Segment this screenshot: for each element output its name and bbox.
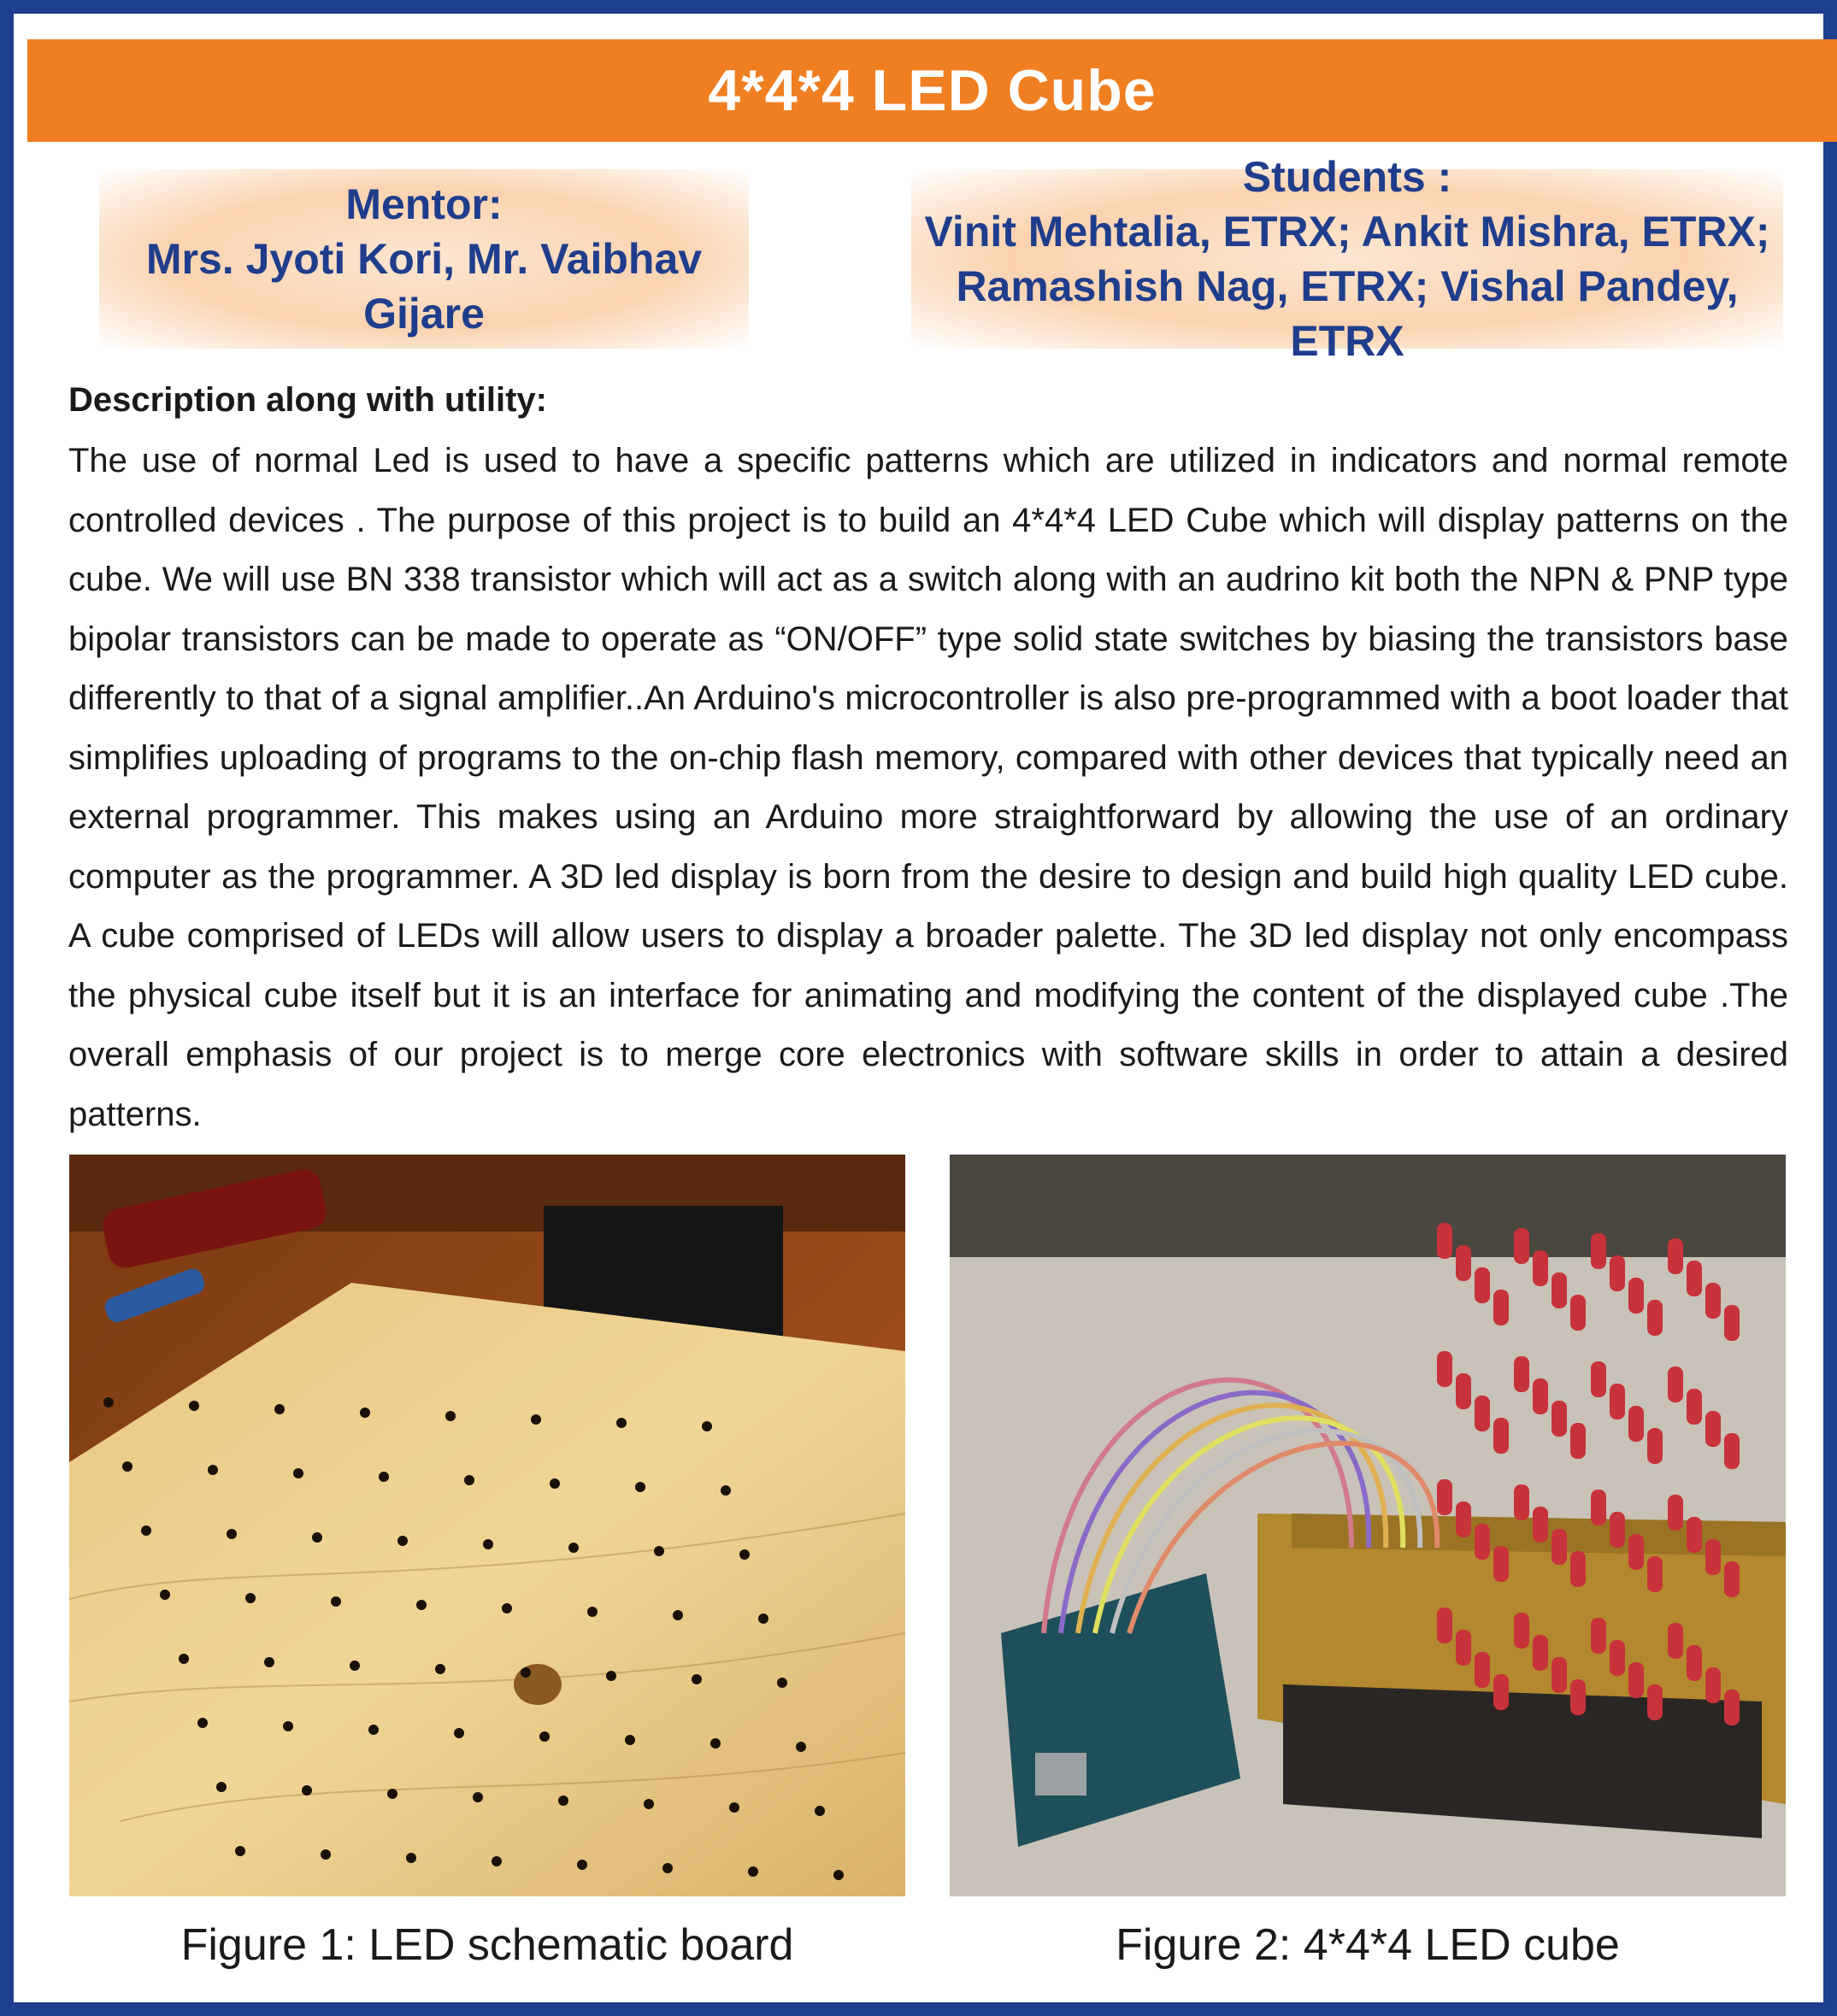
led bbox=[1705, 1667, 1721, 1703]
drilled-hole bbox=[397, 1536, 408, 1546]
description-section bbox=[68, 381, 1788, 1144]
drilled-hole bbox=[587, 1607, 598, 1617]
led-schematic-board-image bbox=[69, 1155, 905, 1896]
drilled-hole bbox=[302, 1785, 312, 1796]
drilled-hole bbox=[312, 1532, 322, 1543]
led bbox=[1724, 1305, 1740, 1341]
drilled-hole bbox=[160, 1590, 170, 1600]
drilled-hole bbox=[360, 1408, 370, 1418]
drilled-hole bbox=[321, 1849, 331, 1860]
students-line-2: Ramashish Nag, ETRX; Vishal Pandey, ETRX bbox=[956, 262, 1739, 365]
led bbox=[1724, 1561, 1740, 1597]
led bbox=[1533, 1378, 1548, 1414]
led bbox=[1456, 1630, 1471, 1666]
drilled-hole bbox=[550, 1478, 560, 1489]
led bbox=[1437, 1479, 1452, 1515]
drilled-hole bbox=[141, 1525, 151, 1536]
led bbox=[1551, 1529, 1567, 1565]
led bbox=[1533, 1250, 1548, 1286]
led bbox=[1687, 1389, 1702, 1425]
drilled-hole bbox=[350, 1660, 360, 1671]
drilled-hole bbox=[606, 1671, 616, 1681]
drilled-hole bbox=[710, 1738, 721, 1749]
led bbox=[1610, 1384, 1625, 1419]
led bbox=[1705, 1539, 1721, 1575]
drilled-hole bbox=[387, 1789, 397, 1799]
drilled-hole bbox=[122, 1461, 132, 1472]
led bbox=[1591, 1233, 1606, 1269]
led bbox=[1456, 1502, 1471, 1537]
drilled-hole bbox=[179, 1654, 189, 1664]
drilled-hole bbox=[492, 1856, 502, 1866]
title-banner bbox=[27, 39, 1837, 142]
drilled-hole bbox=[445, 1411, 456, 1421]
drilled-hole bbox=[577, 1860, 587, 1870]
drilled-hole bbox=[558, 1796, 568, 1806]
led bbox=[1628, 1406, 1644, 1442]
led bbox=[1475, 1396, 1490, 1431]
led bbox=[1570, 1423, 1586, 1459]
drilled-hole bbox=[568, 1543, 579, 1553]
page-title: 4*4*4 LED Cube bbox=[708, 58, 1157, 123]
led bbox=[1551, 1657, 1567, 1693]
drilled-hole bbox=[796, 1742, 806, 1752]
led bbox=[1514, 1228, 1529, 1264]
drilled-hole bbox=[833, 1870, 844, 1880]
led bbox=[1493, 1674, 1509, 1710]
led bbox=[1610, 1640, 1625, 1676]
led bbox=[1591, 1361, 1606, 1397]
drilled-hole bbox=[748, 1866, 758, 1877]
drilled-hole bbox=[274, 1404, 285, 1414]
drilled-hole bbox=[739, 1549, 750, 1560]
drilled-hole bbox=[815, 1806, 825, 1816]
led bbox=[1514, 1484, 1529, 1520]
mentor-label: Mentor: bbox=[345, 180, 503, 228]
led bbox=[1705, 1283, 1721, 1319]
led bbox=[1668, 1623, 1683, 1659]
led bbox=[1668, 1238, 1683, 1274]
drilled-hole bbox=[692, 1674, 702, 1684]
drilled-hole bbox=[189, 1401, 199, 1411]
led bbox=[1668, 1495, 1683, 1531]
led bbox=[1647, 1428, 1663, 1464]
mentor-box bbox=[99, 169, 749, 349]
drilled-hole bbox=[368, 1725, 379, 1735]
led bbox=[1687, 1517, 1702, 1553]
led bbox=[1610, 1255, 1625, 1291]
drilled-hole bbox=[331, 1596, 341, 1607]
drilled-hole bbox=[293, 1468, 303, 1478]
led bbox=[1514, 1613, 1529, 1649]
drilled-hole bbox=[379, 1472, 389, 1482]
led bbox=[1437, 1351, 1452, 1387]
led bbox=[1570, 1551, 1586, 1587]
drilled-hole bbox=[216, 1782, 227, 1792]
drilled-hole bbox=[502, 1603, 512, 1613]
led bbox=[1570, 1679, 1586, 1715]
drilled-hole bbox=[416, 1600, 427, 1610]
figure-1-photo bbox=[69, 1155, 905, 1896]
led bbox=[1705, 1411, 1721, 1447]
drilled-hole bbox=[473, 1792, 483, 1802]
led bbox=[1647, 1300, 1663, 1336]
led bbox=[1493, 1546, 1509, 1582]
drilled-hole bbox=[521, 1667, 531, 1678]
students-box bbox=[911, 153, 1783, 365]
led bbox=[1610, 1512, 1625, 1548]
led bbox=[1724, 1690, 1740, 1725]
drilled-hole bbox=[197, 1718, 208, 1728]
drilled-hole bbox=[644, 1799, 654, 1809]
students-label: Students : bbox=[1242, 153, 1452, 201]
students-line-1: Vinit Mehtalia, ETRX; Ankit Mishra, ETRX; bbox=[924, 208, 1770, 256]
drilled-hole bbox=[245, 1593, 256, 1603]
led-cube-image bbox=[950, 1155, 1786, 1896]
description-body: The use of normal Led is used to have a specific patterns which are utilized in indicators and normal remote controlled devices . The purpose of this project is to build an 4*4*4 LED Cube which will display patterns on the cube. We will use BN 338 transistor which will act as a switch along with an audrino kit both the NPN & PNP type bipolar transistors can be made to operate as “ON/OFF” type solid state switches by biasing the transistors base differently to that of a signal amplifier..An Arduino's microcontroller is also pre-programmed with a boot loader that simplifies uploading of programs to the on-chip flash memory, compared with other devices that typically need an external programmer. This makes using an Arduino more straightforward by allowing the use of an ordinary computer as the programmer. A 3D led display is born from the desire to design and build high quality LED cube. A cube comprised of LEDs will allow users to display a broader palette. The 3D led display not only encompass the physical cube itself but it is an interface for animating and modifying the content of the displayed cube .The overall emphasis of our project is to merge core electronics with software skills in order to attain a desired patterns. bbox=[68, 442, 1788, 1133]
led bbox=[1687, 1645, 1702, 1681]
drilled-hole bbox=[673, 1610, 683, 1620]
led bbox=[1551, 1272, 1567, 1308]
figure-2-photo bbox=[950, 1155, 1786, 1896]
figure-1-caption: Figure 1: LED schematic board bbox=[180, 1920, 794, 1970]
drilled-hole bbox=[721, 1485, 731, 1496]
led bbox=[1437, 1223, 1452, 1259]
led bbox=[1475, 1524, 1490, 1560]
drilled-hole bbox=[435, 1664, 445, 1674]
led bbox=[1533, 1635, 1548, 1671]
drilled-hole bbox=[235, 1846, 245, 1856]
led bbox=[1628, 1662, 1644, 1698]
drilled-hole bbox=[208, 1465, 218, 1475]
led bbox=[1628, 1278, 1644, 1314]
led bbox=[1687, 1261, 1702, 1296]
led bbox=[1456, 1373, 1471, 1409]
drilled-hole bbox=[483, 1539, 493, 1549]
drilled-hole bbox=[227, 1529, 237, 1539]
drilled-hole bbox=[531, 1414, 541, 1425]
led bbox=[1668, 1367, 1683, 1402]
drilled-hole bbox=[662, 1863, 673, 1873]
drilled-hole bbox=[635, 1482, 645, 1492]
drilled-hole bbox=[616, 1418, 627, 1428]
drilled-hole bbox=[654, 1546, 664, 1556]
drilled-hole bbox=[103, 1397, 114, 1408]
led bbox=[1533, 1507, 1548, 1543]
led bbox=[1437, 1608, 1452, 1643]
led bbox=[1493, 1290, 1509, 1325]
drilled-hole bbox=[702, 1421, 712, 1431]
drilled-hole bbox=[539, 1731, 550, 1742]
drilled-hole bbox=[625, 1735, 635, 1745]
led bbox=[1475, 1267, 1490, 1303]
drilled-hole bbox=[777, 1678, 787, 1688]
mentor-names: Mrs. Jyoti Kori, Mr. Vaibhav Gijare bbox=[145, 235, 703, 338]
drilled-hole bbox=[454, 1728, 464, 1738]
led bbox=[1591, 1618, 1606, 1654]
drilled-hole bbox=[758, 1613, 768, 1624]
led bbox=[1724, 1433, 1740, 1469]
drilled-hole bbox=[729, 1802, 739, 1813]
drilled-hole bbox=[406, 1853, 416, 1863]
led bbox=[1570, 1295, 1586, 1331]
led bbox=[1647, 1684, 1663, 1720]
drilled-hole bbox=[283, 1721, 293, 1731]
led bbox=[1456, 1245, 1471, 1281]
description-heading: Description along with utility: bbox=[68, 381, 547, 419]
led bbox=[1591, 1490, 1606, 1525]
drilled-hole bbox=[464, 1475, 474, 1485]
led bbox=[1475, 1652, 1490, 1688]
figure-2-caption: Figure 2: 4*4*4 LED cube bbox=[1116, 1920, 1620, 1970]
led bbox=[1628, 1534, 1644, 1570]
led bbox=[1493, 1418, 1509, 1454]
drilled-hole bbox=[264, 1657, 274, 1667]
led bbox=[1551, 1401, 1567, 1437]
led bbox=[1647, 1556, 1663, 1592]
led bbox=[1514, 1356, 1529, 1392]
